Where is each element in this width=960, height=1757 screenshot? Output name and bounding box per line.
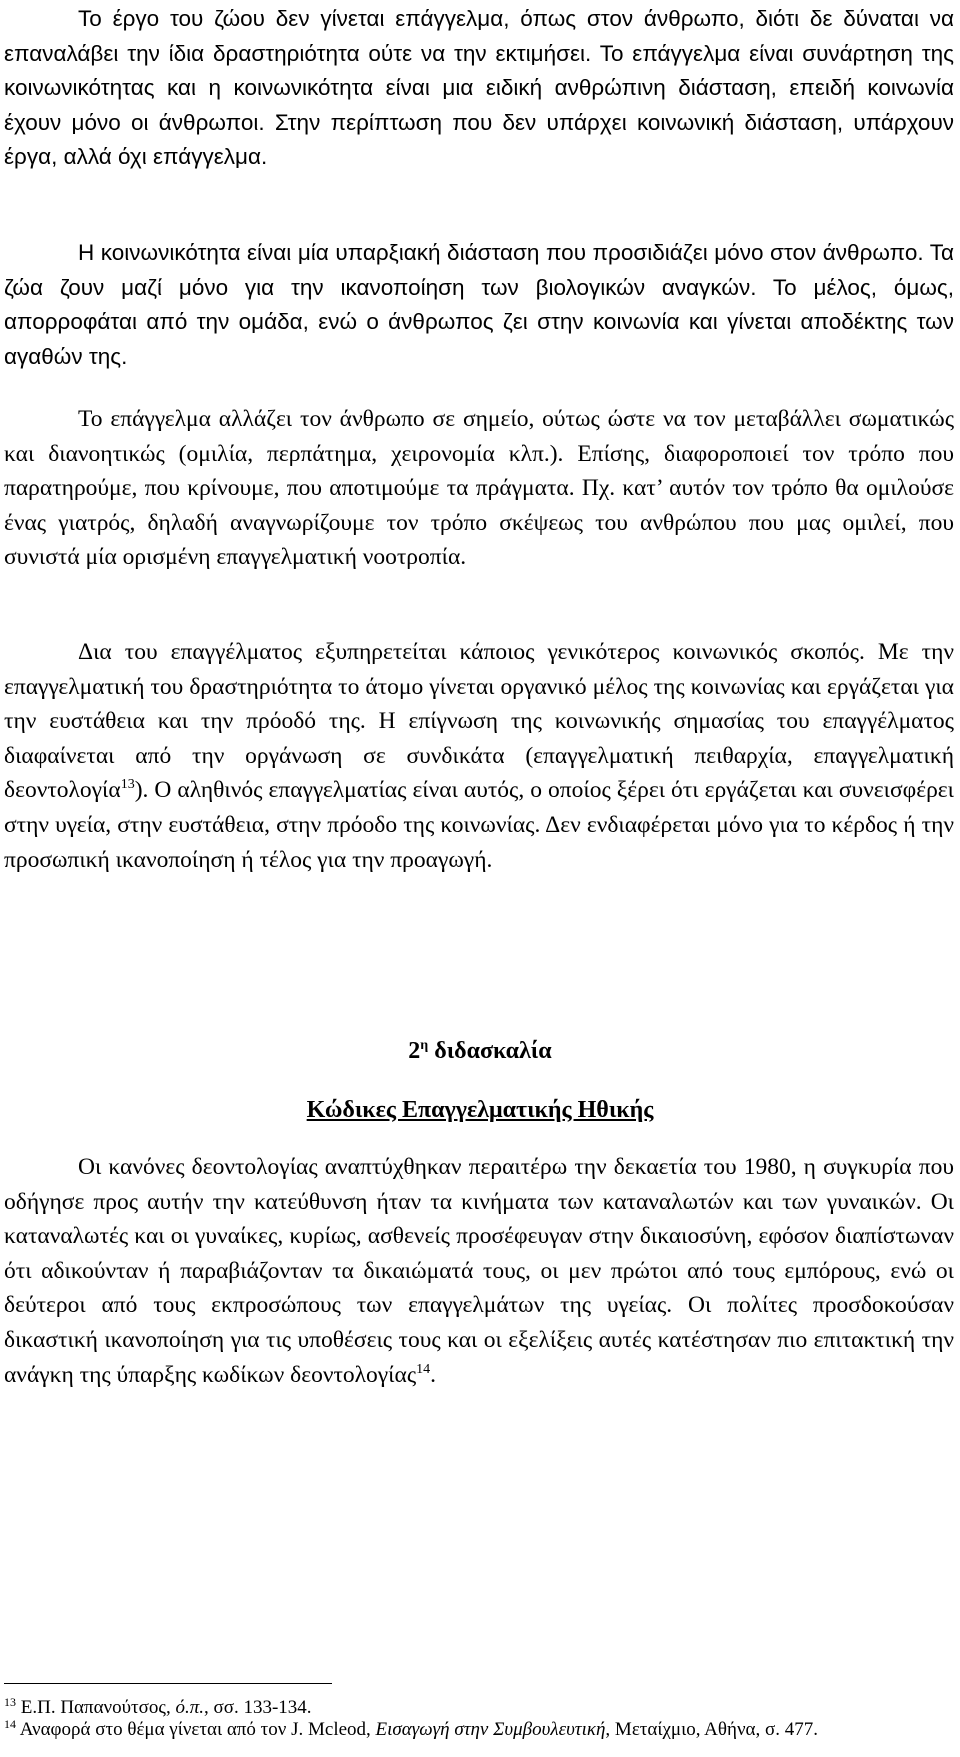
footnote-text: , Μεταίχμιο, Αθήνα, σ. 477. [605, 1719, 818, 1740]
section-number: 2 [408, 1038, 421, 1064]
footnote-ref-14[interactable]: 14 [416, 1361, 431, 1377]
section-title: Κώδικες Επαγγελματικής Ηθικής [306, 1097, 654, 1123]
paragraph-sociality [4, 236, 954, 374]
section-label: διδασκαλία [434, 1038, 552, 1064]
footnote-text: , σσ. 133-134. [203, 1697, 312, 1718]
paragraph-text: Η κοινωνικότητα είναι μία υπαρξιακή διάσταση που προσιδιάζει μόνο στον άνθρωπο. Τα ζώα ζουν μαζί μόνο για την ικανοποίηση των βιολογικών αναγκών. Το μέλος, όμως, απορροφάται από την ομάδα, ενώ ο άνθρωπος ζει στην κοινωνία και γίνεται αποδέκτης των αγαθών της. [4, 240, 954, 369]
footnote-number: 13 [4, 1695, 16, 1709]
paragraph-text: ). Ο αληθινός επαγγελματίας είναι αυτός, ο οποίος ξέρει ότι εργάζεται και συνεισφέρει στην υγεία, στην ευστάθεια, στην πρόοδο της κοινωνίας. Δεν ενδιαφέρεται μόνο για το κέρδος ή την προσωπική ικανοποίηση ή τέλος για την προαγωγή. [4, 777, 954, 873]
paragraph-text: Δια του επαγγέλματος εξυπηρετείται κάποιος γενικότερος κοινωνικός σκοπός. Με την επαγγελματική του δραστηριότητα το άτομο γίνεται οργανικό μέλος της κοινωνίας και εργάζεται για την ευστάθεια και την πρόοδό της. Η επίγνωση της κοινωνικής σημασίας του επαγγέλματος διαφαίνεται από την οργάνωση σε συνδικάτα (επαγγελματική πειθαρχία, επαγγελματική δεοντολογία [4, 639, 954, 804]
paragraph-text: . [430, 1361, 436, 1388]
paragraph-profession-changes-person [4, 402, 954, 575]
footnote-divider [4, 1683, 332, 1684]
section-number-superscript: η [420, 1038, 429, 1053]
footnote-italic: ό.π. [175, 1697, 204, 1718]
paragraph-social-purpose [4, 635, 954, 877]
footnote-text: Αναφορά στο θέμα γίνεται από τον J. Mcleod, [19, 1719, 376, 1740]
paragraph-ethics-codes [4, 1150, 954, 1392]
footnote-text: Ε.Π. Παπανούτσος, [20, 1697, 176, 1718]
footnote-number: 14 [4, 1717, 16, 1731]
paragraph-text: Οι κανόνες δεοντολογίας αναπτύχθηκαν περαιτέρω την δεκαετία του 1980, η συγκυρία που οδήγησε προς αυτήν την κατεύθυνση ήταν τα κινήματα των καταναλωτών και των γυναικών. Οι καταναλωτές και οι γυναίκες, κυρίως, ασθενείς προσέφευγαν στην δικαιοσύνη, εφόσον διαπίστωναν ότι αδικούνταν ή παραβιάζονταν τα δικαιώματά τους, οι μεν πρώτοι από τους εμπόρους, ενώ οι δεύτεροι από τους εκπροσώπους των επαγγελμάτων της υγείας. Οι πολίτες προσδοκούσαν δικαστική ικανοποίηση για τις υποθέσεις τους και οι εξελίξεις αυτές κατέστησαν πιο επιτακτική την ανάγκη της ύπαρξης κωδίκων δεοντολογίας [4, 1154, 954, 1388]
footnote-13 [4, 1697, 954, 1719]
paragraph-text: Το έργο του ζώου δεν γίνεται επάγγελμα, όπως στον άνθρωπο, διότι δε δύναται να επαναλάβει την ίδια δραστηριότητα ούτε να την εκτιμήσει. Το επάγγελμα είναι συνάρτηση της κοινωνικότητας και η κοινωνικότητα είναι μια ειδική ανθρώπινη διάσταση, επειδή κοινωνία έχουν μόνο οι άνθρωποι. Στην περίπτωση που δεν υπάρχει κοινωνική διάσταση, υπάρχουν έργα, αλλά όχι επάγγελμα. [4, 6, 954, 170]
footnote-ref-13[interactable]: 13 [120, 777, 135, 793]
section-number-heading [0, 1036, 960, 1066]
footnote-14 [4, 1719, 954, 1741]
paragraph-animal-work [4, 2, 954, 175]
paragraph-text: Το επάγγελμα αλλάζει τον άνθρωπο σε σημείο, ούτως ώστε να τον μεταβάλλει σωματικώς και διανοητικώς (ομιλία, περπάτημα, χειρονομία κλπ.). Επίσης, διαφοροποιεί τον τρόπο που παρατηρούμε, που κρίνουμε, που αποτιμούμε τα πράγματα. Πχ. κατ’ αυτόν τον τρόπο θα ομιλούσε ένας γιατρός, δηλαδή αναγνωρίζουμε τον τρόπο σκέψεως του ανθρώπου που μας ομιλεί, που συνιστά μία ορισμένη επαγγελματική νοοτροπία. [4, 406, 954, 571]
footnote-italic: Εισαγωγή στην Συμβουλευτική [375, 1719, 606, 1740]
